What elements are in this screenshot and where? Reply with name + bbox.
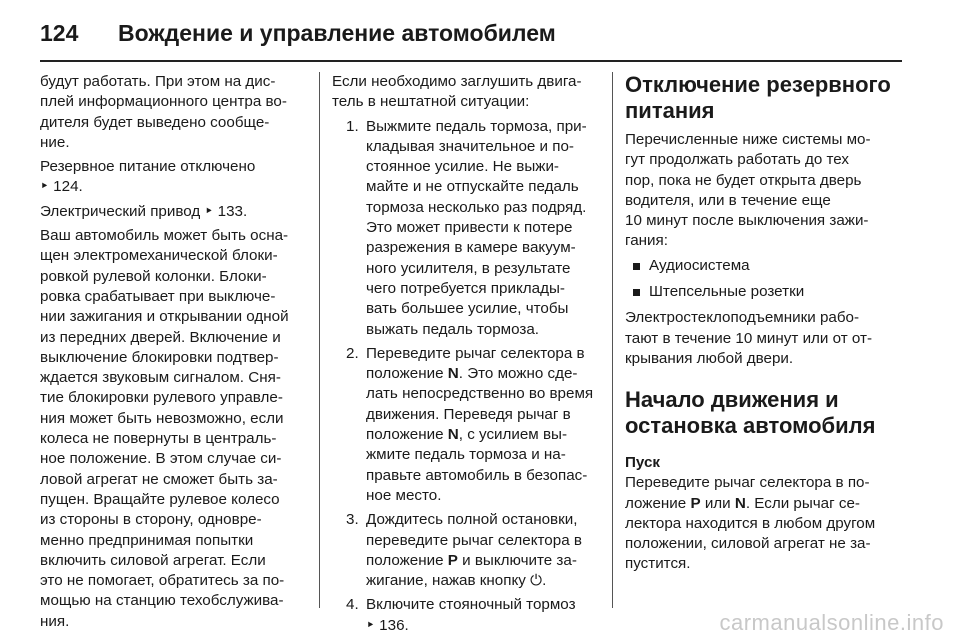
section-heading-start-stop: Начало движения и остановка автомобиля (625, 387, 876, 439)
column-divider-2 (612, 72, 613, 608)
step-number: 1. (346, 117, 359, 135)
paragraph-steering-lock: Ваш автомобиль может быть осна- щен электромеханической блоки- ровкой рулевой колонки. Блоки- ровка срабатывает при выключе- нии зажигания и открывании одной из передних дверей. Включение и выключение блокировки подтвер- ждается звуковым сигналом. Сня- тие блокировки рулевого управле- ния может быть невозможно, если колеса не повернуты в централь- ное положение. В этом случае си- ловой агрегат не сможет быть за- пущен. Вращайте рулевое колесо из стороны в сторону, одновре- менно предпринимая попытки включить силовой агрегат. Если это не помогает, обратитесь за по- мощью на станцию техобслужива- ния. (40, 227, 289, 630)
gear-position-p: P (447, 551, 458, 569)
paragraph-systems: Перечисленные ниже системы мо- гут продолжать работать до тех пор, пока не будет открыта дверь водителя, или в течение еще 10 минут после выключения зажи- гания: (625, 131, 871, 250)
column-2 (332, 72, 604, 640)
page-reference-link[interactable]: Электрический привод ‣ 133. (40, 202, 248, 220)
paragraph-windows: Электростеклоподъемники рабо- тают в течение 10 минут или от от- крывания любой двери. (625, 309, 873, 367)
column-divider-1 (319, 72, 320, 608)
step-number: 3. (346, 511, 359, 529)
column-1 (40, 72, 312, 636)
list-item: 4. Включите стояночный тормоз ‣ 136. (332, 595, 604, 636)
header-divider (40, 60, 902, 62)
paragraph-emergency-intro: Если необходимо заглушить двига- тель в нештатной ситуации: (332, 73, 582, 111)
subheading-start: Пуск (625, 454, 661, 472)
square-bullet-icon (633, 263, 640, 270)
page-reference-link[interactable]: ‣ 136. (366, 616, 409, 634)
page-header (40, 18, 900, 58)
paragraph-continuation: будут работать. При этом на дис- плей информационного центра во- дителя будет выведено сообще- ние. (40, 73, 287, 151)
page-title: Вождение и управление автомобилем (118, 20, 556, 46)
paragraph-electric-drive[interactable] (40, 202, 312, 222)
steps-list (332, 117, 604, 636)
list-item: Аудиосистема (625, 256, 905, 276)
list-item: Штепсельные розетки (625, 282, 905, 302)
gear-position-p: P (690, 494, 701, 512)
step-number: 2. (346, 344, 359, 362)
page-number: 124 (40, 20, 79, 46)
list-item: 3. Дождитесь полной остановки, переведите рычаг селектора в положение P и выключите за- жигание, нажав кнопку ⏻. (332, 510, 604, 591)
gear-position-n: N (734, 494, 746, 512)
square-bullet-icon (633, 289, 640, 296)
systems-list (625, 256, 905, 303)
gear-position-n: N (447, 426, 459, 444)
list-item: 1. Выжмите педаль тормоза, при- кладывая значительное и по- стоянное усилие. Не выжи- майте и не отпускайте педаль тормоза несколько раз подряд. Это может привести к потере разрежения в камере вакуум- ного усилителя, в результате чего потребуется приклады- вать большее усилие, чтобы выжать педаль тормоза. (346, 117, 587, 338)
paragraph-start: Переведите рычаг селектора в по- ложение P или N. Если рычаг се- лектора находится в любом другом положении, силовой агрегат не за- пустится. (625, 474, 876, 573)
page-reference-link[interactable]: ‣ 124. (40, 178, 83, 196)
paragraph-backup-power: Резервное питание отключено ‣ 124. (40, 157, 312, 198)
watermark: carmanualsonline.info (719, 610, 944, 635)
list-item: 2. Переведите рычаг селектора в положение N. Это можно сде- лать непосредственно во время движения. Переведя рычаг в положение N, с усилием вы- жмите педаль тормоза и на- правьте автомобиль в безопас- ное место. (346, 344, 594, 504)
column-3 (625, 72, 905, 579)
power-button-text: жигание, нажав кнопку ⏻. (366, 572, 547, 590)
step-number: 4. (346, 596, 359, 614)
section-heading-backup-power-off: Отключение резервного питания (625, 72, 891, 123)
gear-position-n: N (447, 365, 459, 383)
